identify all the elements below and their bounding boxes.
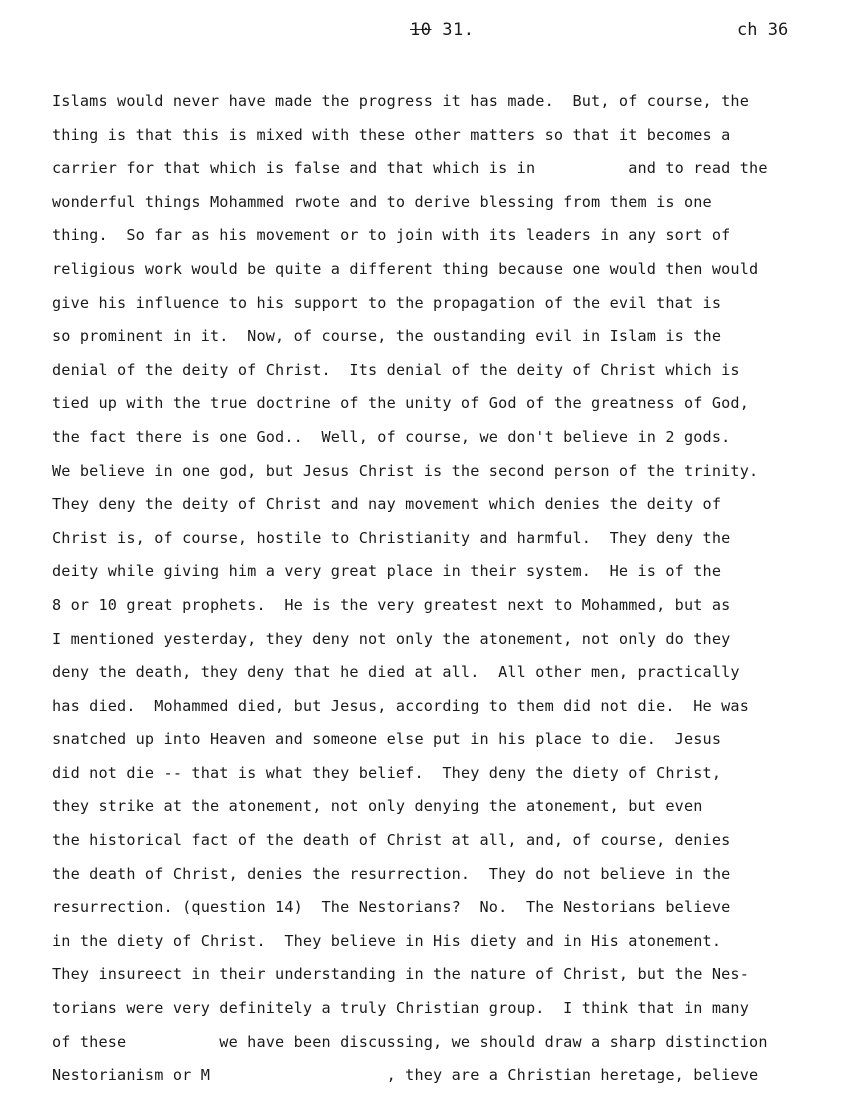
chapter-reference: ch 36 [737, 20, 789, 40]
text-line: torians were very definitely a truly Christian group. I think that in many [52, 999, 750, 1018]
text-line: We believe in one god, but Jesus Christ is the second person of the trinity. [52, 461, 759, 480]
page-number [410, 20, 474, 40]
text-line: I mentioned yesterday, they deny not only the atonement, not only do they [52, 629, 731, 648]
text-line: has died. Mohammed died, but Jesus, according to them did not die. He was [52, 696, 750, 715]
text-line: snatched up into Heaven and someone else put in his place to die. Jesus [52, 730, 722, 749]
text-line: the death of Christ, denies the resurrection. They do not believe in the [52, 864, 731, 883]
text-line: they strike at the atonement, not only denying the atonement, but even [52, 797, 703, 816]
text-line: Islams would never have made the progress it has made. But, of course, the [52, 92, 750, 110]
text-line: so prominent in it. Now, of course, the oustanding evil in Islam is the [52, 327, 722, 346]
text-line: They deny the deity of Christ and nay movement which denies the deity of [52, 495, 722, 514]
text-line: tied up with the true doctrine of the unity of God of the greatness of God, [52, 394, 750, 413]
text-line: deny the death, they deny that he died at all. All other men, practically [52, 663, 740, 682]
text-line: the fact there is one God.. Well, of course, we don't believe in 2 gods. [52, 427, 731, 446]
text-line: in the diety of Christ. They believe in His diety and in His atonement. [52, 931, 722, 950]
text-line: Christ is, of course, hostile to Christianity and harmful. They deny the [52, 528, 731, 547]
text-line: Nestorianism or M , they are a Christian heretage, believe [52, 1066, 759, 1085]
handwritten-page-number: 31. [442, 20, 475, 40]
struck-page-number: 10 [410, 20, 432, 40]
text-line: religious work would be quite a different thing because one would then would [52, 259, 759, 278]
text-line: resurrection. (question 14) The Nestorians? No. The Nestorians believe [52, 898, 731, 917]
text-line: 8 or 10 great prophets. He is the very greatest next to Mohammed, but as [52, 595, 731, 614]
text-line: thing. So far as his movement or to join with its leaders in any sort of [52, 226, 731, 245]
text-line: did not die -- that is what they belief. They deny the diety of Christ, [52, 763, 722, 782]
text-line: carrier for that which is false and that which is in and to read the [52, 159, 768, 178]
text-line: wonderful things Mohammed rwote and to derive blessing from them is one [52, 192, 712, 211]
text-line: thing is that this is mixed with these other matters so that it becomes a [52, 125, 731, 144]
text-line: denial of the deity of Christ. Its denial of the deity of Christ which is [52, 360, 740, 379]
text-line: the historical fact of the death of Christ at all, and, of course, denies [52, 831, 731, 850]
text-line: They insureect in their understanding in the nature of Christ, but the Nes- [52, 965, 750, 984]
text-line: deity while giving him a very great place in their system. He is of the [52, 562, 722, 581]
typed-body-text [52, 88, 842, 1096]
text-line: give his influence to his support to the propagation of the evil that is [52, 293, 722, 312]
text-line: of these we have been discussing, we should draw a sharp distinction [52, 1032, 768, 1051]
